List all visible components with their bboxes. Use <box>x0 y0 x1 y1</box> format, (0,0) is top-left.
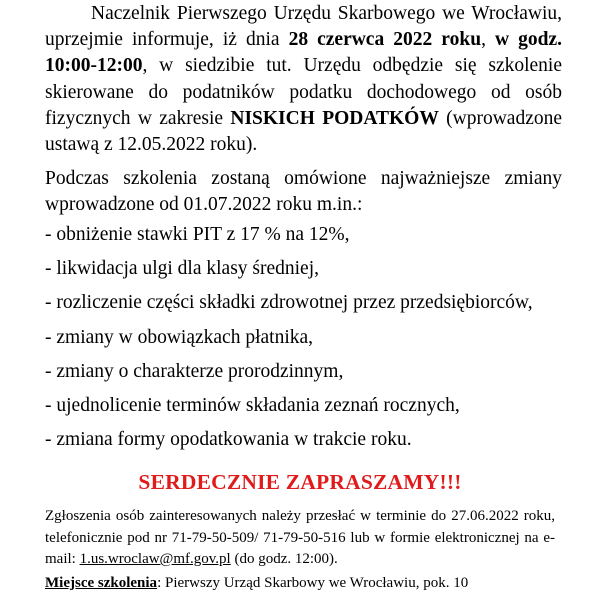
list-item: - zmiana formy opodatkowania w trakcie roku. <box>45 429 412 451</box>
list-item: - ujednolicenie terminów składania zeznań rocznych, <box>45 394 460 416</box>
place-label: Miejsce szkolenia <box>45 575 158 591</box>
place-paragraph <box>45 573 555 595</box>
intro-text-2: , <box>481 29 495 51</box>
registration-text-2: (do godz. 12:00). <box>230 551 338 567</box>
list-item: - zmiany w obowiązkach płatnika, <box>45 326 314 348</box>
training-time: w godz. 10:00-12:00 <box>45 29 562 77</box>
list-item: - rozliczenie części składki zdrowotnej przez przedsiębiorców, <box>45 292 533 314</box>
registration-paragraph <box>45 506 555 571</box>
list-item: - zmiany o charakterze prorodzinnym, <box>45 360 344 382</box>
list-item: - obniżenie stawki PIT z 17 % na 12%, <box>45 224 350 245</box>
changes-intro: Podczas szkolenia zostaną omówione najważniejsze zmiany wprowadzone od 01.07.2022 roku m.in.: <box>45 168 562 216</box>
intro-paragraph <box>45 1 562 158</box>
training-date: 28 czerwca 2022 roku <box>288 29 482 51</box>
changes-list <box>45 222 533 461</box>
invitation-heading: SERDECZNIE ZAPRASZAMY!!! <box>138 470 462 494</box>
intro-text-1: Naczelnik Pierwszego Urzędu Skarbowego we Wrocławiu, uprzejmie informuje, iż dnia <box>45 3 562 51</box>
registration-text-1: Zgłoszenia osób zainteresowanych należy przesłać w terminie do 27.06.2022 roku, telefonicznie pod nr 71-79-50-509/ 71-79-50-516 lub w formie elektronicznej na e-mail: <box>45 508 555 567</box>
intro-text-3: , w siedzibie tut. Urzędu odbędzie się szkolenie skierowane do podatników podatku dochodowego od osób fizycznych w zakresie <box>45 55 562 129</box>
email-link[interactable]: 1.us.wroclaw@mf.gov.pl <box>79 551 231 567</box>
list-item: - likwidacja ulgi dla klasy średniej, <box>45 258 320 280</box>
place-text: : Pierwszy Urząd Skarbowy we Wrocławiu, pok. 10 <box>157 575 469 591</box>
intro-text-4: (wprowadzone ustawą z 12.05.2022 roku). <box>45 107 563 156</box>
training-topic: NISKICH PODATKÓW <box>230 107 439 129</box>
